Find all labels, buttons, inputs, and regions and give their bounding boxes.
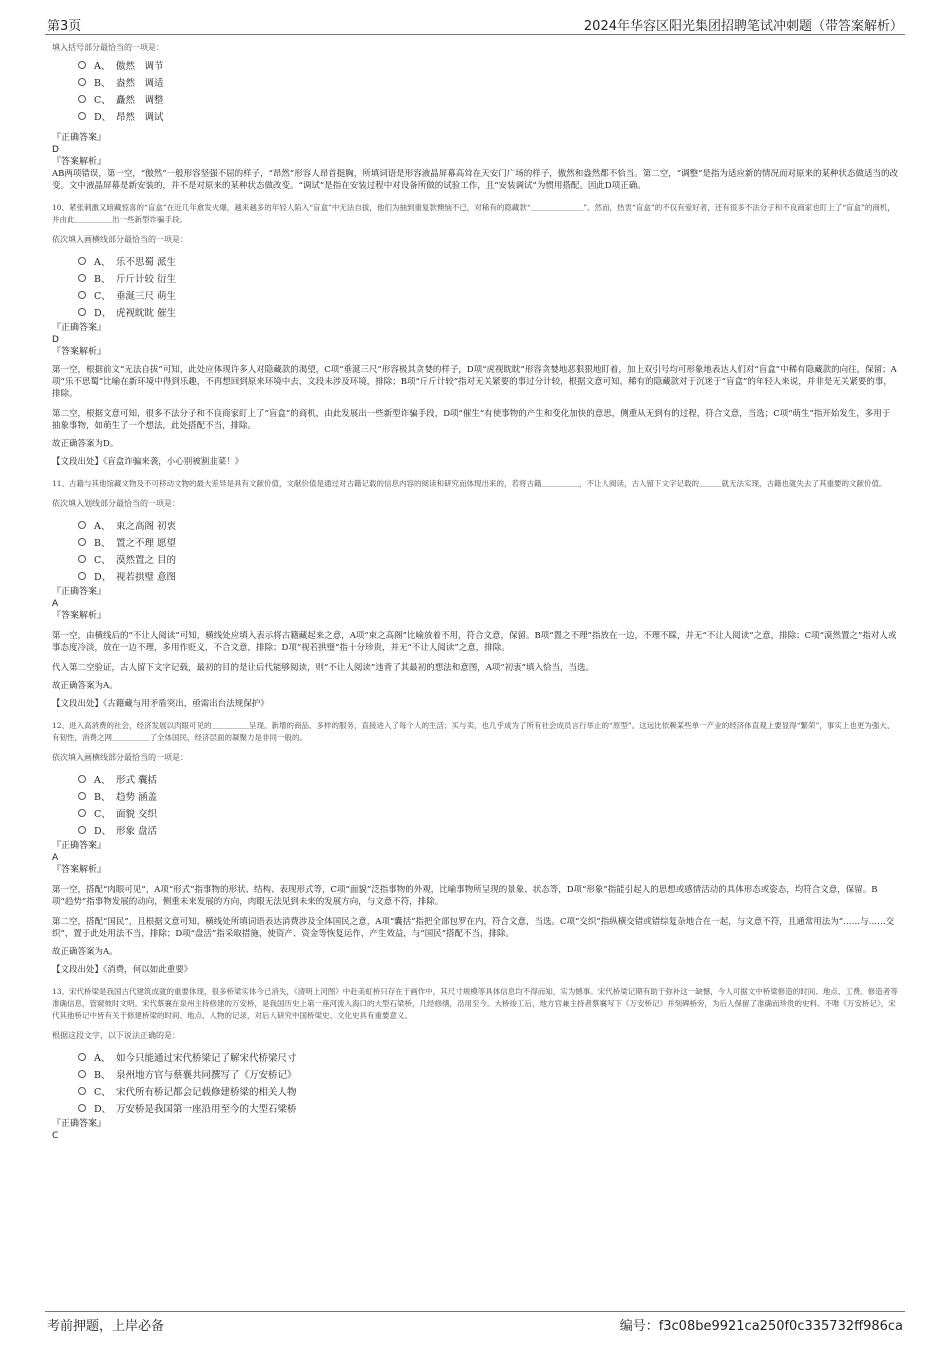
option-d[interactable] (78, 305, 898, 322)
option-text: 傲然 调节 (116, 61, 164, 72)
option-label: D、 (94, 826, 112, 837)
answer-value: A (52, 599, 59, 609)
question-prompt: 填入括号部分最恰当的一项是： (52, 43, 164, 52)
radio-icon[interactable] (78, 1070, 86, 1078)
option-text: 漠然置之 目的 (116, 555, 177, 566)
analysis-text: 第二空，搭配“国民”，且根据文意可知，横线处所填词语表达消费涉及全体国民之意，A项“囊括”指把全部包罗在内，符合文意，当选。C项“交织”指纵横交错或错综复杂地合在一起，与文意不符，且通常用法为“……与……交织”，置于此处用法不当，排除；D项“盘活”指采取措施，使资产、资金等恢复运作，产生效益，与“国民”搭配不当，排除。 (52, 917, 895, 939)
option-c[interactable] (78, 806, 898, 823)
answer-value: D (52, 145, 59, 155)
option-c[interactable] (78, 92, 898, 109)
conclusion-text: 故正确答案为A。 (52, 947, 118, 957)
option-label: A、 (94, 61, 111, 72)
option-text: 盎然 调适 (116, 78, 164, 89)
question-9 (52, 42, 898, 192)
radio-icon[interactable] (78, 521, 86, 529)
radio-icon[interactable] (78, 61, 86, 69)
option-text: 虎视眈眈 催生 (116, 308, 177, 319)
radio-icon[interactable] (78, 291, 86, 299)
option-label: D、 (94, 1104, 112, 1115)
source-text: 【文段出处】《古籍藏与用矛盾突出，亟需出台法规保护》 (52, 699, 269, 709)
radio-icon[interactable] (78, 1104, 86, 1112)
page-header (45, 14, 905, 35)
option-label: C、 (94, 555, 111, 566)
page-footer (45, 1311, 905, 1336)
option-label: A、 (94, 257, 111, 268)
analysis-header: 『答案解析』 (52, 347, 107, 357)
page-number: 第3页 (47, 19, 82, 34)
answer-value: A (52, 853, 59, 863)
option-label: C、 (94, 809, 111, 820)
analysis-header: 『答案解析』 (52, 865, 107, 875)
option-d[interactable] (78, 109, 898, 126)
option-list (78, 1050, 898, 1118)
option-label: C、 (94, 291, 111, 302)
question-prompt: 依次填入画横线部分最恰当的一项是： (52, 753, 188, 762)
option-c[interactable] (78, 1084, 898, 1101)
option-b[interactable] (78, 271, 898, 288)
option-d[interactable] (78, 1101, 898, 1118)
option-text: 乐不思蜀 派生 (116, 257, 177, 268)
option-text: 置之不理 愿望 (116, 538, 177, 549)
option-d[interactable] (78, 823, 898, 840)
question-prompt: 依次填入划线部分最恰当的一项是： (52, 499, 180, 508)
option-text: 趋势 涵盖 (116, 792, 158, 803)
radio-icon[interactable] (78, 792, 86, 800)
option-list (78, 772, 898, 840)
analysis-text: 第一空，搭配“肉眼可见”，A项“形式”指事物的形状、结构、表现形式等，C项“面貌”泛指事物的外观，比喻事物所呈现的景象、状态等，D项“形象”指能引起人的思想或感情活动的具体形态或姿态，均符合文意，保留。B项“趋势”指事物发展的动向，侧重未来发展的方向，肉眼无法见到未来的发展方向，与文意不符，排除。 (52, 885, 878, 907)
option-label: B、 (94, 274, 111, 285)
option-list (78, 254, 898, 322)
question-12 (52, 720, 898, 976)
option-a[interactable] (78, 772, 898, 789)
option-list (78, 58, 898, 126)
option-text: 如今只能通过宋代桥梁记了解宋代桥梁尺寸 (116, 1053, 297, 1064)
option-a[interactable] (78, 58, 898, 75)
option-label: D、 (94, 572, 112, 583)
radio-icon[interactable] (78, 112, 86, 120)
radio-icon[interactable] (78, 538, 86, 546)
option-label: B、 (94, 1070, 111, 1081)
radio-icon[interactable] (78, 809, 86, 817)
radio-icon[interactable] (78, 95, 86, 103)
option-b[interactable] (78, 75, 898, 92)
document-title: 2024年华容区阳光集团招聘笔试冲刺题（带答案解析） (583, 19, 903, 34)
option-text: 束之高阁 初衷 (116, 521, 177, 532)
option-text: 泉州地方官与蔡襄共同撰写了《万安桥记》 (116, 1070, 297, 1081)
radio-icon[interactable] (78, 572, 86, 580)
analysis-header: 『答案解析』 (52, 157, 107, 167)
radio-icon[interactable] (78, 257, 86, 265)
answer-header: 『正确答案』 (52, 587, 107, 597)
option-text: 视若拱璧 意图 (116, 572, 177, 583)
question-text: 10、紧张刺激又暗藏惊喜的“盲盒”在近几年愈发火爆，越来越多的年轻人陷入“盲盒”中无法自拔，他们为抽到重复款懊恼不已，对稀有的隐藏款“＿＿＿＿＿＿＿”。然而，热衷“盲盒”的不仅有爱好者，还有很多不法分子和不良商家也盯上了“盲盒”的商机，并由此＿＿＿＿＿出一些新型诈骗手段。 (52, 203, 895, 224)
option-text: 形象 盘活 (116, 826, 158, 837)
answer-value: D (52, 335, 59, 345)
option-list (78, 518, 898, 586)
radio-icon[interactable] (78, 78, 86, 86)
question-10 (52, 202, 898, 468)
option-text: 斤斤计较 衍生 (116, 274, 177, 285)
conclusion-text: 故正确答案为D。 (52, 439, 119, 449)
radio-icon[interactable] (78, 775, 86, 783)
question-text: 11、古籍与其他馆藏文物及不可移动文物的最大差异是具有文献价值，文献价值是通过对古籍记载的信息内容的阅读和研究而体现出来的，若将古籍＿＿＿＿＿，不让人阅读，古人留下文字记载的＿＿＿就无法实现，古籍也就失去了其重要的文献价值。 (52, 479, 887, 488)
option-text: 矗然 调整 (116, 95, 164, 106)
option-text: 面貌 交织 (116, 809, 158, 820)
radio-icon[interactable] (78, 274, 86, 282)
radio-icon[interactable] (78, 1053, 86, 1061)
analysis-header: 『答案解析』 (52, 611, 107, 621)
option-a[interactable] (78, 1050, 898, 1067)
source-text: 【文段出处】《盲盒诈骗来袭，小心别被割韭菜！》 (52, 457, 244, 467)
answer-header: 『正确答案』 (52, 133, 107, 143)
document-id: 编号：f3c08be9921ca250f0c335732ff986ca (619, 1319, 903, 1334)
question-text: 12、进入高消费的社会，经济发展以肉眼可见的＿＿＿＿＿呈现。新增的商品、多样的服务，直接进入了每个人的生活；买与卖，也几乎成为了所有社会成员言行举止的“原型”。这远比依赖某些单一产业的经济体直观上要显得“繁荣”，事实上也更为强大、有韧性，消费之网＿＿＿＿＿了全体国民，经济层面的凝聚力是非同一般的。 (52, 721, 895, 742)
radio-icon[interactable] (78, 826, 86, 834)
question-text: 13、宋代桥梁是我国古代建筑成就的重要体现，很多桥梁实体今已消失，《清明上河图》中赴美虹桥只存在于画作中，其尺寸规模等具体信息均不得而知，实为憾事。宋代桥梁记期有助于弥补这一缺憾，今人可据文中桥梁修造的时间、地点、工费、修造者等准确信息，管窥彼时文明。宋代蔡襄在泉州主持修建的万安桥，是我国历史上第一座河流入海口的大型石梁桥，几经修缮，沿用至今。大桥竣工后，地方官兼主持者蔡襄写下《万安桥记》并刻碑桥旁，为后人保留了准确而珍贵的史料。不唯《万安桥记》，宋代其他桥记中皆有关于修建桥梁的时间、地点、人物的记录，对后人研究中国桥梁史、文化史具有重要意义。 (52, 987, 898, 1020)
option-a[interactable] (78, 518, 898, 535)
analysis-text: 第二空，根据文意可知，很多不法分子和不良商家盯上了“盲盒”的商机，由此发展出一些新型诈骗手段，D项“催生”有使事物的产生和变化加快的意思，侧重从无到有的过程，符合文意，当选；C项“萌生”指开始发生，多用于抽象事物，如萌生了一个想法，此处搭配不当，排除。 (52, 409, 891, 431)
option-c[interactable] (78, 288, 898, 305)
option-label: B、 (94, 538, 111, 549)
question-11 (52, 478, 898, 710)
option-label: B、 (94, 78, 111, 89)
analysis-text: 第一空，根据前文“无法自拔”可知，此处应体现许多人对隐藏款的渴望，C项“垂涎三尺”形容极其贪婪的样子，D项“虎视眈眈”形容贪婪地恶狠狠地盯着，加上双引号均可形象地表达人们对“盲盒”中稀有隐藏款的向往，保留；A项“乐不思蜀”比喻在新环境中得到乐趣，不再想回到原来环境中去，文段未涉及环境，排除；B项“斤斤计较”指对无关紧要的事过分计较，根据文意可知，稀有的隐藏款对于沉迷于“盲盒”的年轻人来说，并非是无关紧要的事，排除。 (52, 365, 897, 399)
option-label: A、 (94, 1053, 111, 1064)
conclusion-text: 故正确答案为A。 (52, 681, 118, 691)
option-label: D、 (94, 112, 112, 123)
option-b[interactable] (78, 789, 898, 806)
option-label: B、 (94, 792, 111, 803)
option-text: 垂涎三尺 萌生 (116, 291, 177, 302)
source-text: 【文段出处】《消费，何以如此重要》 (52, 965, 193, 975)
option-text: 昂然 调试 (116, 112, 164, 123)
footer-slogan: 考前押题，上岸必备 (47, 1319, 165, 1334)
option-label: A、 (94, 521, 111, 532)
radio-icon[interactable] (78, 1087, 86, 1095)
answer-header: 『正确答案』 (52, 1119, 107, 1129)
page-content (52, 42, 898, 1142)
option-label: C、 (94, 95, 111, 106)
option-text: 万安桥是我国第一座沿用至今的大型石梁桥 (116, 1104, 297, 1115)
option-c[interactable] (78, 552, 898, 569)
option-label: A、 (94, 775, 111, 786)
question-prompt: 依次填入画横线部分最恰当的一项是： (52, 235, 188, 244)
option-label: D、 (94, 308, 112, 319)
radio-icon[interactable] (78, 308, 86, 316)
option-text: 形式 囊括 (116, 775, 158, 786)
radio-icon[interactable] (78, 555, 86, 563)
option-b[interactable] (78, 535, 898, 552)
analysis-text: 第一空，由横线后的“不让人阅读”可知，横线处应填入表示将古籍藏起来之意，A项“束之高阁”比喻放着不用，符合文意，保留。B项“置之不理”指放在一边，不理不睬，并无“不让人阅读”之意，排除；C项“漠然置之”指对人或事态度冷淡，放在一边不理，多用作贬义，不合文意，排除；D项“视若拱璧”指十分珍贵，并无“不让人阅读”之意，排除。 (52, 631, 897, 653)
question-prompt: 根据这段文字，以下说法正确的是： (52, 1031, 180, 1040)
option-d[interactable] (78, 569, 898, 586)
question-13 (52, 986, 898, 1142)
analysis-text: 代入第二空验证，古人留下文字记载，最初的目的是让后代能够阅读，则“不让人阅读”违背了其最初的想法和意图，A项“初衷”填入恰当，当选。 (52, 663, 595, 673)
analysis-text: AB两项错误，第一空，“傲然”一般形容坚强不屈的样子，“昂然”形容人昂首挺胸，所填词语是形容液晶屏幕高耸在天安门广场的样子，傲然和盎然都不恰当。第二空，“调整”是指为适应新的情况而对原来的某种状态做适当的改变。文中液晶屏幕是新安装的，并不是对原来的某种状态做改变。“调试”是指在安装过程中对设备所做的试验工作，且“安装调试”为惯用搭配。因此D项正确。 (52, 169, 898, 191)
option-text: 宋代所有桥记都会记载修建桥梁的相关人物 (116, 1087, 297, 1098)
answer-header: 『正确答案』 (52, 323, 107, 333)
option-a[interactable] (78, 254, 898, 271)
option-label: C、 (94, 1087, 111, 1098)
answer-value: C (52, 1131, 59, 1141)
option-b[interactable] (78, 1067, 898, 1084)
answer-header: 『正确答案』 (52, 841, 107, 851)
